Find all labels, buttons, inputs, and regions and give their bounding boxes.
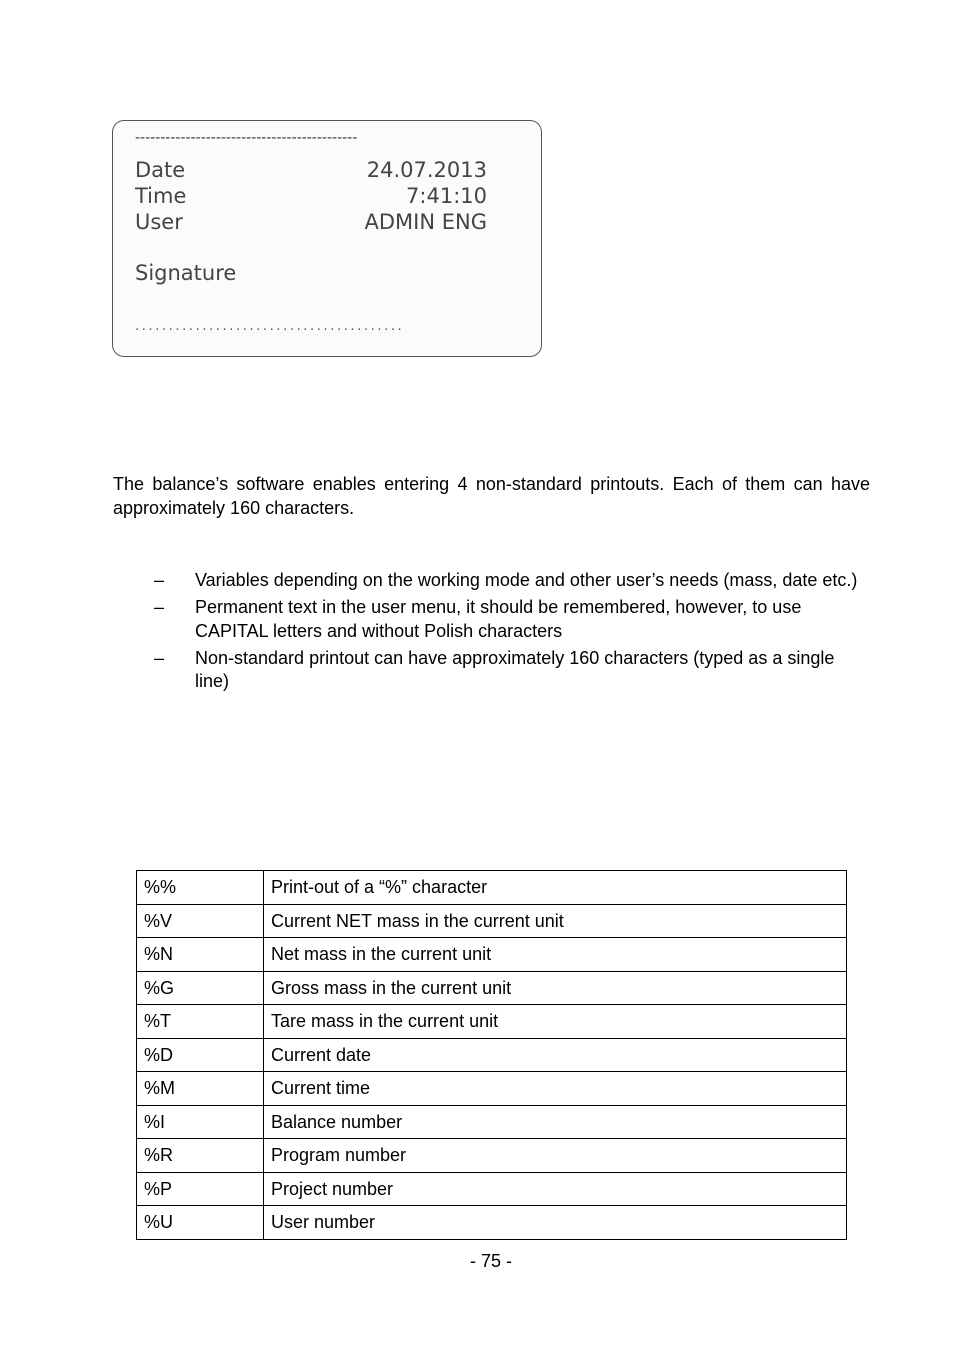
table-row [137, 1005, 847, 1039]
list-item-text: Variables depending on the working mode and other user’s needs (mass, date etc.) [195, 570, 858, 590]
printout-time-label: Time [135, 184, 187, 208]
printout-example [112, 120, 542, 357]
code-cell: %R [137, 1139, 264, 1173]
printout-user-value: ADMIN ENG [364, 210, 487, 234]
code-cell: %U [137, 1206, 264, 1240]
dash-bullet-icon: – [154, 647, 165, 668]
table-row [137, 1105, 847, 1139]
page-number: - 75 - [469, 1251, 512, 1271]
table-row [137, 1139, 847, 1173]
printout-user-row [135, 209, 487, 235]
table-row [137, 871, 847, 905]
code-cell: %P [137, 1172, 264, 1206]
printout-date-row [135, 157, 487, 183]
description-cell: Current NET mass in the current unit [264, 904, 847, 938]
description-cell: Balance number [264, 1105, 847, 1139]
table-row [137, 1172, 847, 1206]
description-cell: Current time [264, 1072, 847, 1106]
list-item [113, 596, 870, 643]
code-cell: %G [137, 971, 264, 1005]
description-cell: Program number [264, 1139, 847, 1173]
printout-user-label: User [135, 210, 183, 234]
dash-bullet-icon: – [154, 570, 165, 590]
description-cell: Current date [264, 1038, 847, 1072]
code-cell: %N [137, 938, 264, 972]
code-cell: %V [137, 904, 264, 938]
list-item [113, 647, 870, 694]
code-cell: %D [137, 1038, 264, 1072]
printout-time-value: 7:41:10 [406, 184, 487, 208]
printout-signature-dotted-line: ........................................ [135, 319, 405, 334]
description-cell: Net mass in the current unit [264, 938, 847, 972]
code-cell: %I [137, 1105, 264, 1139]
printout-time-row [135, 183, 487, 209]
table-row [137, 1206, 847, 1240]
printout-date-label: Date [135, 158, 186, 182]
list-item [113, 569, 870, 593]
table-row [137, 904, 847, 938]
description-cell: Print-out of a “%” character [264, 871, 847, 905]
table-row [137, 938, 847, 972]
description-cell: User number [264, 1206, 847, 1240]
list-item-text: Permanent text in the user menu, it should be remembered, however, to use CAPITAL letters and without Polish characters [195, 597, 802, 641]
table-row [137, 1038, 847, 1072]
printout-date-value: 24.07.2013 [366, 158, 487, 182]
printout-dashed-separator: -------------------------------------------- [135, 131, 358, 145]
code-cell: %M [137, 1072, 264, 1106]
code-cell: %T [137, 1005, 264, 1039]
intro-paragraph: The balance’s software enables entering 4 non-standard printouts. Each of them can have approximately 160 characters. [113, 474, 870, 518]
list-item-text: Non-standard printout can have approximately 160 characters (typed as a single line) [195, 647, 835, 691]
description-cell: Gross mass in the current unit [264, 971, 847, 1005]
description-cell: Tare mass in the current unit [264, 1005, 847, 1039]
code-cell: %% [137, 871, 264, 905]
codes-table [136, 870, 847, 1240]
table-row [137, 1072, 847, 1106]
bullet-list [113, 569, 870, 697]
dash-bullet-icon: – [154, 597, 165, 617]
description-cell: Project number [264, 1172, 847, 1206]
printout-signature-label: Signature [135, 261, 237, 285]
table-row [137, 971, 847, 1005]
